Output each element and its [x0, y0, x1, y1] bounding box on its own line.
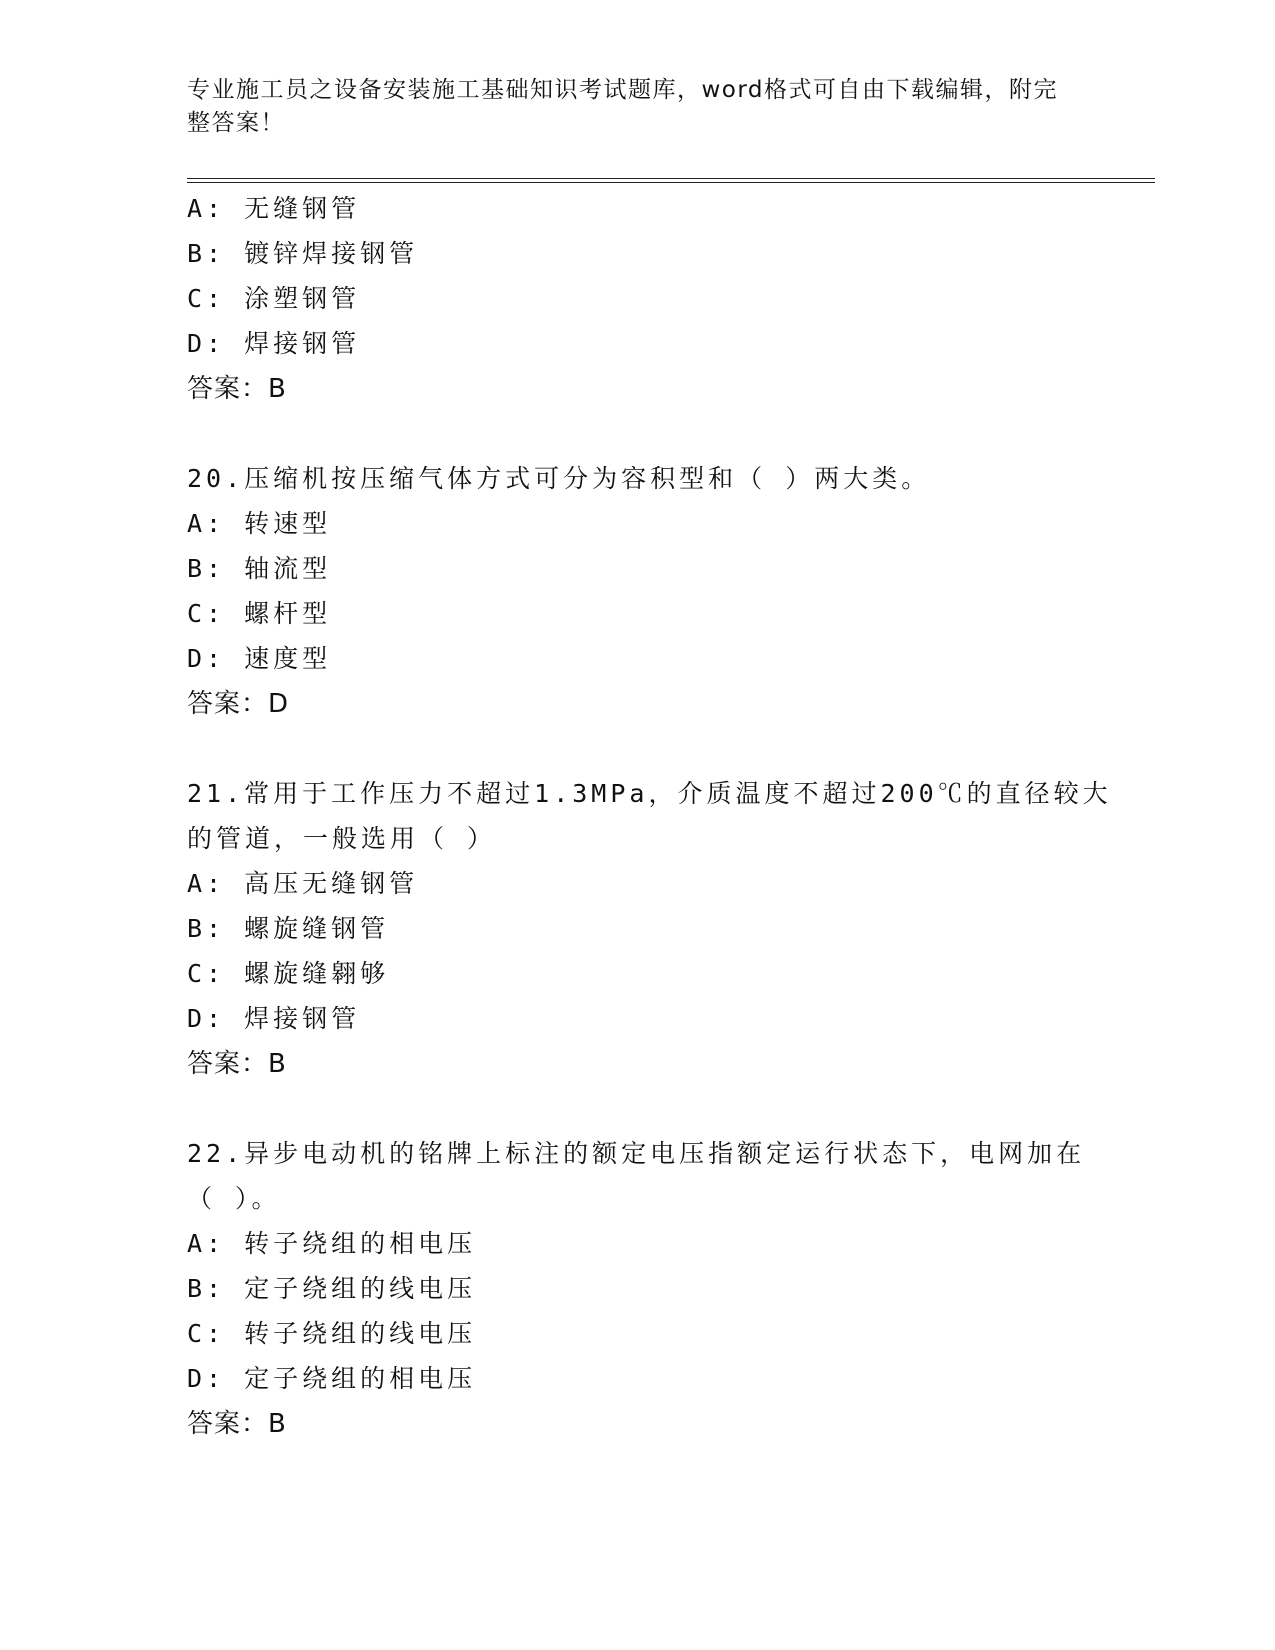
option-d: D: 定子绕组的相电压 [187, 1364, 477, 1393]
option-c: C: 转子绕组的线电压 [187, 1319, 477, 1348]
option-c: C: 螺杆型 [187, 599, 332, 628]
header-rule-bottom [187, 182, 1155, 183]
header-rule-top [187, 178, 1155, 179]
option-a: A: 转子绕组的相电压 [187, 1229, 477, 1258]
option-b: B: 镀锌焊接钢管 [187, 239, 419, 268]
option-d: D: 速度型 [187, 644, 332, 673]
answer: 答案：D [187, 689, 290, 719]
option-b: B: 定子绕组的线电压 [187, 1274, 477, 1303]
option-b: B: 螺旋缝钢管 [187, 914, 390, 943]
answer: 答案：B [187, 1049, 287, 1079]
option-b: B: 轴流型 [187, 554, 332, 583]
question-stem: 22.异步电动机的铭牌上标注的额定电压指额定运行状态下，电网加在 [187, 1139, 1086, 1168]
question-stem-continued: （ ）。 [187, 1184, 281, 1213]
option-c: C: 涂塑钢管 [187, 284, 361, 313]
option-a: A: 无缝钢管 [187, 194, 361, 223]
option-c: C: 螺旋缝翱够 [187, 959, 390, 988]
document-header: 专业施工员之设备安装施工基础知识考试题库，word格式可自由下载编辑，附完整答案！ [187, 77, 1059, 136]
answer: 答案：B [187, 1409, 287, 1439]
question-stem: 20.压缩机按压缩气体方式可分为容积型和（ ）两大类。 [187, 464, 931, 493]
option-a: A: 转速型 [187, 509, 332, 538]
answer: 答案：B [187, 374, 287, 404]
option-d: D: 焊接钢管 [187, 1004, 361, 1033]
option-a: A: 高压无缝钢管 [187, 869, 419, 898]
question-stem: 21.常用于工作压力不超过1.3MPa，介质温度不超过200℃的直径较大 [187, 779, 1112, 808]
option-d: D: 焊接钢管 [187, 329, 361, 358]
question-stem-continued: 的管道，一般选用（ ） [187, 824, 497, 853]
